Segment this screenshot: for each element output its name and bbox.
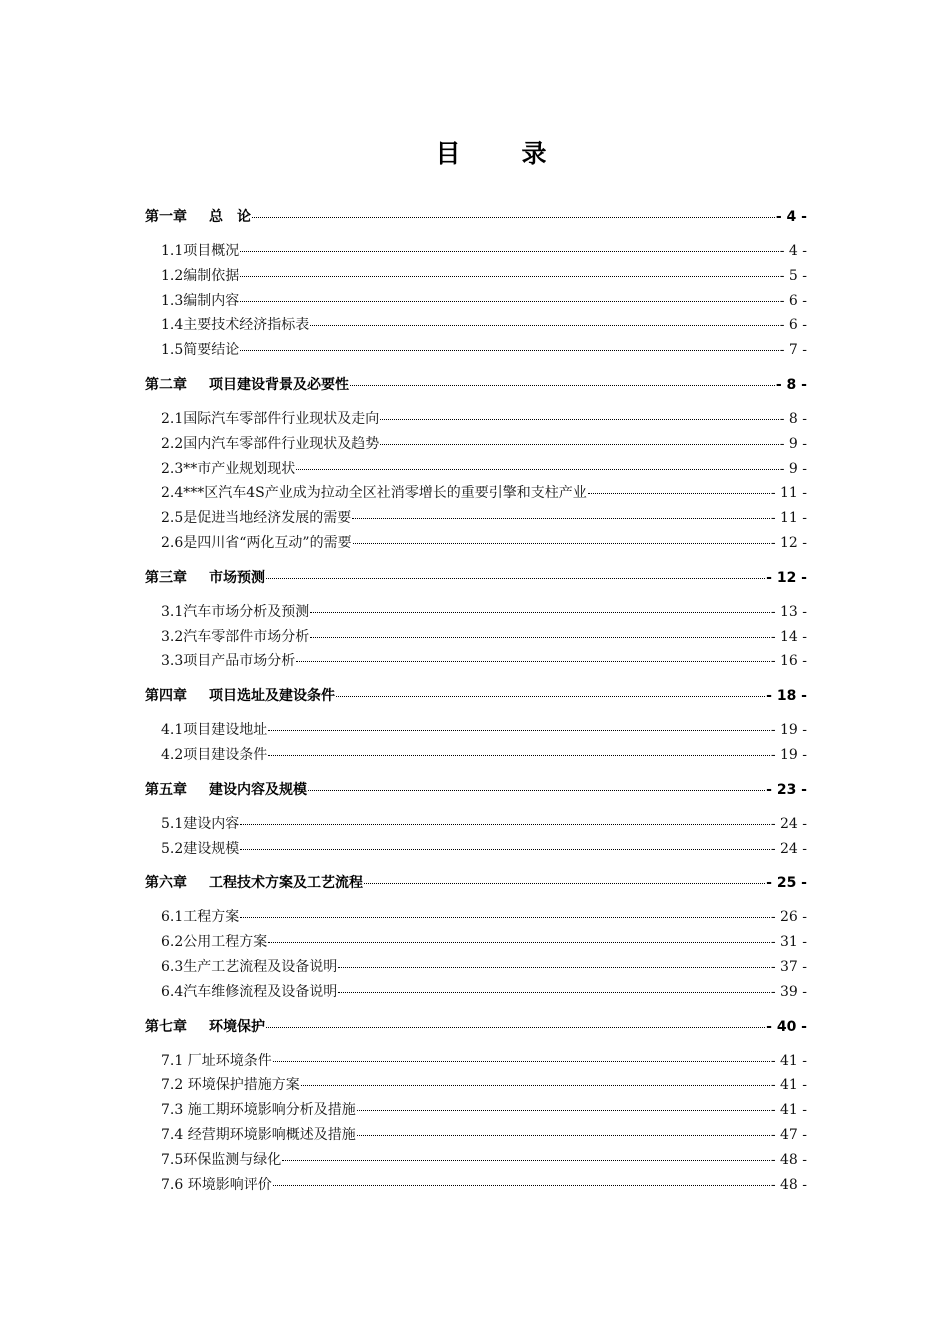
- section-page-number: - 26 -: [770, 909, 807, 926]
- toc-section-entry[interactable]: [145, 980, 807, 1005]
- section-label: 6.4汽车维修流程及设备说明: [161, 983, 338, 1000]
- toc-chapter-group: [145, 871, 807, 1004]
- section-page-number: - 16 -: [770, 653, 807, 670]
- dot-leader: [310, 637, 770, 638]
- dot-leader: [268, 942, 770, 943]
- toc-section-entry[interactable]: [145, 407, 807, 432]
- toc-chapter-group: [145, 566, 807, 674]
- chapter-label: [145, 1015, 265, 1039]
- dot-leader: [240, 251, 778, 252]
- chapter-number: 第二章: [145, 376, 187, 393]
- dot-leader: [266, 578, 765, 579]
- dot-leader: [588, 493, 770, 494]
- section-page-number: - 9 -: [779, 435, 807, 452]
- chapter-title: 环境保护: [209, 1018, 265, 1035]
- dot-leader: [310, 325, 778, 326]
- section-page-number: - 41 -: [770, 1077, 807, 1094]
- dot-leader: [301, 1085, 770, 1086]
- toc-chapter-entry[interactable]: [145, 205, 807, 229]
- section-page-number: - 24 -: [770, 815, 807, 832]
- chapter-title: 市场预测: [209, 569, 265, 586]
- toc-chapter-entry[interactable]: [145, 684, 807, 708]
- toc-chapter-entry[interactable]: [145, 778, 807, 802]
- section-page-number: - 47 -: [770, 1126, 807, 1143]
- toc-chapter-entry[interactable]: [145, 566, 807, 590]
- section-page-number: - 5 -: [779, 267, 807, 284]
- section-page-number: - 6 -: [779, 317, 807, 334]
- chapter-number: 第五章: [145, 781, 187, 798]
- toc-section-entry[interactable]: [145, 481, 807, 506]
- dot-leader: [268, 755, 770, 756]
- section-page-number: - 7 -: [779, 342, 807, 359]
- chapter-title: 项目选址及建设条件: [209, 688, 335, 705]
- toc-chapter-entry[interactable]: [145, 1015, 807, 1039]
- dot-leader: [273, 1061, 770, 1062]
- section-page-number: - 14 -: [770, 628, 807, 645]
- section-label: 6.1工程方案: [161, 909, 240, 926]
- section-label: 2.5是促进当地经济发展的需要: [161, 510, 352, 527]
- toc-section-entry[interactable]: [145, 239, 807, 264]
- toc-section-entry[interactable]: [145, 531, 807, 556]
- dot-leader: [266, 1027, 765, 1028]
- section-label: 1.2编制依据: [161, 267, 240, 284]
- chapter-page-number: - 8 -: [775, 376, 807, 393]
- dot-leader: [308, 790, 765, 791]
- chapter-page-number: - 12 -: [766, 569, 807, 586]
- dot-leader: [338, 967, 770, 968]
- table-of-contents: [145, 205, 807, 1207]
- section-label: 2.2国内汽车零部件行业现状及趋势: [161, 435, 380, 452]
- toc-chapter-entry[interactable]: [145, 373, 807, 397]
- dot-leader: [357, 1135, 770, 1136]
- toc-section-entry[interactable]: [145, 1123, 807, 1148]
- dot-leader: [296, 469, 778, 470]
- chapter-page-number: - 18 -: [766, 688, 807, 705]
- toc-chapter-group: [145, 1015, 807, 1198]
- section-page-number: - 39 -: [770, 983, 807, 1000]
- section-page-number: - 9 -: [779, 460, 807, 477]
- section-page-number: - 24 -: [770, 840, 807, 857]
- toc-title: 目 录: [435, 139, 565, 168]
- section-label: 3.2汽车零部件市场分析: [161, 628, 310, 645]
- toc-chapter-entry[interactable]: [145, 871, 807, 895]
- section-label: 1.1项目概况: [161, 243, 240, 259]
- toc-chapter-group: [145, 373, 807, 556]
- toc-section-entry[interactable]: [145, 1173, 807, 1198]
- section-label: 5.2建设规模: [161, 840, 240, 857]
- dot-leader: [350, 385, 775, 386]
- section-label: 6.2公用工程方案: [161, 934, 268, 951]
- toc-section-entry[interactable]: [145, 457, 807, 482]
- section-label: 4.2项目建设条件: [161, 746, 268, 763]
- section-page-number: - 31 -: [770, 934, 807, 951]
- section-label: 3.3项目产品市场分析: [161, 653, 296, 670]
- chapter-label: [145, 373, 349, 397]
- chapter-number: 第七章: [145, 1018, 187, 1035]
- section-page-number: - 12 -: [770, 534, 807, 551]
- toc-chapter-group: [145, 684, 807, 768]
- section-label: 7.4 经营期环境影响概述及措施: [161, 1126, 356, 1143]
- toc-section-entry[interactable]: [145, 338, 807, 363]
- section-page-number: - 11 -: [770, 510, 807, 527]
- section-label: 3.1汽车市场分析及预测: [161, 603, 310, 620]
- dot-leader: [240, 276, 778, 277]
- chapter-page-number: - 4 -: [775, 209, 807, 225]
- toc-chapter-group: [145, 205, 807, 363]
- section-page-number: - 4 -: [779, 243, 807, 259]
- toc-section-entry[interactable]: [145, 264, 807, 289]
- dot-leader: [364, 883, 765, 884]
- section-label: 2.4***区汽车4S产业成为拉动全区社消零增长的重要引擎和支柱产业: [161, 485, 587, 502]
- chapter-page-number: - 40 -: [766, 1018, 807, 1035]
- toc-section-entry[interactable]: [145, 930, 807, 955]
- toc-section-entry[interactable]: [145, 837, 807, 862]
- dot-leader: [252, 217, 775, 218]
- toc-section-entry[interactable]: [145, 955, 807, 980]
- dot-leader: [357, 1110, 770, 1111]
- section-label: 2.1国际汽车零部件行业现状及走向: [161, 410, 380, 427]
- toc-section-entry[interactable]: [145, 432, 807, 457]
- chapter-label: [145, 566, 265, 590]
- toc-section-entry[interactable]: [145, 289, 807, 314]
- chapter-title: 项目建设背景及必要性: [209, 376, 349, 393]
- section-page-number: - 41 -: [770, 1052, 807, 1069]
- dot-leader: [282, 1160, 770, 1161]
- section-page-number: - 19 -: [770, 746, 807, 763]
- section-label: 6.3生产工艺流程及设备说明: [161, 958, 338, 975]
- section-label: 1.4主要技术经济指标表: [161, 317, 310, 334]
- chapter-page-number: - 25 -: [766, 875, 807, 892]
- chapter-label: [145, 778, 307, 802]
- section-page-number: - 8 -: [779, 410, 807, 427]
- section-label: 1.5简要结论: [161, 342, 240, 359]
- toc-section-entry[interactable]: [145, 649, 807, 674]
- chapter-title: 工程技术方案及工艺流程: [209, 875, 363, 892]
- section-label: 7.2 环境保护措施方案: [161, 1077, 300, 1094]
- section-label: 2.3**市产业规划现状: [161, 460, 296, 477]
- dot-leader: [240, 301, 778, 302]
- toc-section-entry[interactable]: [145, 506, 807, 531]
- section-page-number: - 19 -: [770, 722, 807, 739]
- chapter-title: 总 论: [209, 209, 251, 225]
- toc-section-entry[interactable]: [145, 812, 807, 837]
- section-label: 1.3编制内容: [161, 292, 240, 309]
- dot-leader: [268, 730, 770, 731]
- section-label: 5.1建设内容: [161, 815, 240, 832]
- chapter-label: [145, 205, 251, 229]
- section-page-number: - 41 -: [770, 1102, 807, 1119]
- dot-leader: [240, 917, 770, 918]
- section-label: 7.3 施工期环境影响分析及措施: [161, 1102, 356, 1119]
- section-label: 7.5环保监测与绿化: [161, 1151, 282, 1168]
- toc-section-entry[interactable]: [145, 600, 807, 625]
- toc-chapter-group: [145, 778, 807, 862]
- dot-leader: [240, 350, 778, 351]
- chapter-label: [145, 871, 363, 895]
- section-page-number: - 48 -: [770, 1151, 807, 1168]
- section-page-number: - 37 -: [770, 958, 807, 975]
- dot-leader: [310, 612, 770, 613]
- dot-leader: [296, 661, 770, 662]
- chapter-label: [145, 684, 335, 708]
- section-label: 2.6是四川省“两化互动”的需要: [161, 534, 352, 551]
- section-page-number: - 13 -: [770, 603, 807, 620]
- toc-section-entry[interactable]: [145, 1073, 807, 1098]
- section-label: 7.6 环境影响评价: [161, 1176, 272, 1193]
- toc-section-entry[interactable]: [145, 905, 807, 930]
- toc-section-entry[interactable]: [145, 1148, 807, 1173]
- dot-leader: [380, 444, 778, 445]
- dot-leader: [240, 824, 770, 825]
- toc-section-entry[interactable]: [145, 1098, 807, 1123]
- toc-section-entry[interactable]: [145, 718, 807, 743]
- section-page-number: - 11 -: [770, 485, 807, 502]
- dot-leader: [338, 992, 770, 993]
- section-page-number: - 6 -: [779, 292, 807, 309]
- chapter-title: 建设内容及规模: [209, 781, 307, 798]
- section-page-number: - 48 -: [770, 1176, 807, 1193]
- chapter-number: 第六章: [145, 875, 187, 892]
- dot-leader: [380, 419, 778, 420]
- chapter-number: 第三章: [145, 569, 187, 586]
- toc-section-entry[interactable]: [145, 1049, 807, 1074]
- chapter-page-number: - 23 -: [766, 781, 807, 798]
- dot-leader: [353, 543, 770, 544]
- toc-section-entry[interactable]: [145, 313, 807, 338]
- toc-section-entry[interactable]: [145, 625, 807, 650]
- chapter-number: 第一章: [145, 209, 187, 225]
- section-label: 4.1项目建设地址: [161, 722, 268, 739]
- dot-leader: [352, 518, 770, 519]
- section-label: 7.1 厂址环境条件: [161, 1052, 272, 1069]
- dot-leader: [273, 1185, 770, 1186]
- dot-leader: [336, 696, 765, 697]
- chapter-number: 第四章: [145, 688, 187, 705]
- toc-section-entry[interactable]: [145, 743, 807, 768]
- dot-leader: [240, 849, 770, 850]
